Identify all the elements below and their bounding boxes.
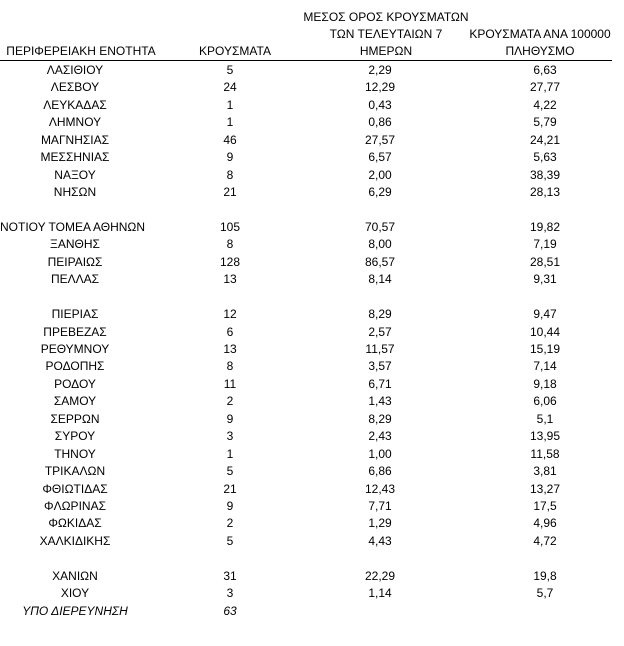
header-divider xyxy=(0,60,612,61)
region-name: ΣΥΡΟΥ xyxy=(54,429,96,444)
avg7-value: 1,14 xyxy=(368,586,392,601)
avg7-value: 4,43 xyxy=(368,533,392,548)
region-name: ΦΛΩΡΙΝΑΣ xyxy=(44,498,106,513)
table-row xyxy=(0,254,624,271)
header-avg7 xyxy=(300,9,472,60)
under-investigation-row xyxy=(0,603,624,620)
under-investigation-label: ΥΠΟ ΔΙΕΡΕΥΝΗΣΗ xyxy=(22,603,128,618)
table-row xyxy=(0,463,624,480)
region-name: ΧΑΝΙΩΝ xyxy=(52,568,98,583)
avg7-value: 2,43 xyxy=(368,429,392,444)
per100k-value: 7,19 xyxy=(533,237,557,252)
table-row xyxy=(0,568,624,585)
cases-value: 2 xyxy=(226,516,234,531)
table-row xyxy=(0,411,624,428)
cases-value: 13 xyxy=(223,272,237,287)
region-name: ΜΕΣΣΗΝΙΑΣ xyxy=(40,150,110,165)
per100k-value: 5,1 xyxy=(536,411,554,426)
table-row xyxy=(0,533,624,550)
header-per100k xyxy=(460,26,620,60)
per100k-value: 5,79 xyxy=(533,115,557,130)
avg7-value: 6,86 xyxy=(368,464,392,479)
cases-value: 24 xyxy=(223,80,237,95)
table-row xyxy=(0,358,624,375)
cases-value: 8 xyxy=(226,359,234,374)
header-avg7-line2: ΤΩΝ ΤΕΛΕΥΤΑΙΩΝ 7 xyxy=(329,27,443,41)
header-per100k-line2: ΠΛΗΘΥΣΜΟ xyxy=(505,44,575,58)
avg7-value: 70,57 xyxy=(364,219,396,234)
avg7-value: 8,14 xyxy=(368,272,392,287)
header-cases: ΚΡΟΥΣΜΑΤΑ xyxy=(199,44,271,58)
per100k-value: 28,51 xyxy=(529,254,561,269)
table-row xyxy=(0,184,624,201)
cases-value: 1 xyxy=(226,115,234,130)
per100k-value: 19,82 xyxy=(529,219,561,234)
cases-value: 3 xyxy=(226,429,234,444)
per100k-value: 15,19 xyxy=(529,342,561,356)
table-row xyxy=(0,324,624,341)
cases-value: 128 xyxy=(219,254,241,269)
per100k-value: 9,47 xyxy=(533,307,557,322)
region-name: ΠΕΛΛΑΣ xyxy=(50,272,100,287)
region-name: ΛΑΣΙΘΙΟΥ xyxy=(46,63,104,77)
header-per100k-line1: ΚΡΟΥΣΜΑΤΑ ΑΝΑ 100000 xyxy=(469,27,611,41)
avg7-value: 6,29 xyxy=(368,185,392,200)
cases-value: 6 xyxy=(226,324,234,339)
group-spacer xyxy=(0,550,624,567)
table-row xyxy=(0,341,624,358)
region-name: ΝΗΣΩΝ xyxy=(53,185,97,200)
per100k-value: 11,58 xyxy=(530,446,560,461)
table-row xyxy=(0,481,624,498)
avg7-value: 11,57 xyxy=(365,342,395,356)
table-row xyxy=(0,376,624,393)
avg7-value: 1,00 xyxy=(368,446,392,461)
table-row xyxy=(0,149,624,166)
cases-value: 5 xyxy=(226,464,234,479)
cases-value: 21 xyxy=(223,185,237,200)
cases-value: 11 xyxy=(223,376,237,391)
table-row xyxy=(0,446,624,463)
table-row xyxy=(0,515,624,532)
region-name: ΝΑΞΟΥ xyxy=(54,167,96,182)
region-name: ΧΑΛΚΙΔΙΚΗΣ xyxy=(39,533,111,548)
table-row xyxy=(0,428,624,445)
table-row xyxy=(0,97,624,114)
region-name: ΡΟΔΟΥ xyxy=(54,376,96,391)
per100k-value: 4,72 xyxy=(533,533,557,548)
group-spacer xyxy=(0,202,624,219)
region-name: ΤΡΙΚΑΛΩΝ xyxy=(44,464,106,479)
avg7-value: 8,29 xyxy=(368,411,392,426)
per100k-value: 3,81 xyxy=(533,464,557,479)
table-row xyxy=(0,132,624,149)
cases-value: 21 xyxy=(223,481,237,496)
per100k-value: 38,39 xyxy=(529,167,561,182)
table-row xyxy=(0,114,624,131)
region-name: ΠΡΕΒΕΖΑΣ xyxy=(43,324,107,339)
cases-value: 46 xyxy=(223,132,237,147)
table-row xyxy=(0,219,624,236)
cases-value: 5 xyxy=(226,63,234,77)
table-row xyxy=(0,79,624,96)
cases-value: 8 xyxy=(226,237,234,252)
per100k-value: 24,21 xyxy=(529,132,561,147)
avg7-value: 1,43 xyxy=(368,394,392,409)
table-row xyxy=(0,62,624,79)
per100k-value: 9,31 xyxy=(533,272,557,287)
avg7-value: 6,57 xyxy=(368,150,392,165)
region-name: ΧΙΟΥ xyxy=(60,586,90,601)
cases-value: 5 xyxy=(226,533,234,548)
region-name: ΣΑΜΟΥ xyxy=(53,394,97,409)
table-row xyxy=(0,585,624,602)
cases-value: 13 xyxy=(223,342,237,356)
region-name: ΦΩΚΙΔΑΣ xyxy=(48,516,102,531)
table-row xyxy=(0,393,624,410)
per100k-value: 17,5 xyxy=(533,498,557,513)
table-row xyxy=(0,306,624,323)
region-name: ΡΟΔΟΠΗΣ xyxy=(45,359,105,374)
avg7-value: 1,29 xyxy=(368,516,392,531)
region-name: ΛΕΥΚΑΔΑΣ xyxy=(43,97,107,112)
avg7-value: 12,29 xyxy=(364,80,396,95)
per100k-value: 4,96 xyxy=(533,516,557,531)
per100k-value: 5,7 xyxy=(536,586,554,601)
cases-value: 3 xyxy=(226,586,234,601)
cases-table xyxy=(0,62,624,620)
cases-value: 9 xyxy=(226,150,234,165)
header-avg7-line3: ΗΜΕΡΩΝ xyxy=(359,44,413,58)
under-investigation-cases: 63 xyxy=(223,603,237,618)
region-name: ΦΘΙΩΤΙΔΑΣ xyxy=(42,481,108,496)
region-name: ΛΕΣΒΟΥ xyxy=(50,80,100,95)
cases-value: 9 xyxy=(226,411,234,426)
per100k-value: 7,14 xyxy=(533,359,557,374)
avg7-value: 3,57 xyxy=(368,359,392,374)
cases-value: 31 xyxy=(223,568,237,583)
table-row xyxy=(0,167,624,184)
region-name: ΣΕΡΡΩΝ xyxy=(50,411,100,426)
avg7-value: 2,29 xyxy=(368,63,392,77)
avg7-value: 27,57 xyxy=(364,132,396,147)
avg7-value: 8,00 xyxy=(368,237,392,252)
avg7-value: 2,57 xyxy=(368,324,392,339)
per100k-value: 28,13 xyxy=(529,185,561,200)
table-row xyxy=(0,236,624,253)
per100k-value: 19,8 xyxy=(533,568,557,583)
per100k-value: 6,63 xyxy=(533,63,557,77)
avg7-value: 7,71 xyxy=(368,498,392,513)
region-name: ΠΙΕΡΙΑΣ xyxy=(51,307,99,322)
group-spacer xyxy=(0,289,624,306)
per100k-value: 10,44 xyxy=(529,324,561,339)
avg7-value: 0,86 xyxy=(368,115,392,130)
per100k-value: 6,06 xyxy=(533,394,557,409)
cases-value: 1 xyxy=(226,97,234,112)
cases-value: 1 xyxy=(226,446,234,461)
region-name: ΤΗΝΟΥ xyxy=(54,446,96,461)
region-name: ΛΗΜΝΟΥ xyxy=(48,115,102,130)
per100k-value: 5,63 xyxy=(533,150,557,165)
avg7-value: 86,57 xyxy=(364,254,396,269)
cases-value: 105 xyxy=(219,219,241,234)
avg7-value: 0,43 xyxy=(368,97,392,112)
per100k-value: 13,27 xyxy=(529,481,561,496)
cases-value: 8 xyxy=(226,167,234,182)
per100k-value: 4,22 xyxy=(533,97,557,112)
per100k-value: 9,18 xyxy=(533,376,557,391)
avg7-value: 6,71 xyxy=(368,376,392,391)
region-name: ΜΑΓΝΗΣΙΑΣ xyxy=(40,132,110,147)
per100k-value: 13,95 xyxy=(529,429,561,444)
header-region: ΠΕΡΙΦΕΡΕΙΑΚΗ ΕΝΟΤΗΤΑ xyxy=(6,44,156,58)
per100k-value: 27,77 xyxy=(529,80,561,95)
avg7-value: 22,29 xyxy=(364,568,396,583)
region-name: ΠΕΙΡΑΙΩΣ xyxy=(47,254,103,269)
region-name: ΝΟΤΙΟΥ ΤΟΜΕΑ ΑΘΗΝΩΝ xyxy=(0,219,146,234)
table-row xyxy=(0,271,624,288)
cases-value: 2 xyxy=(226,394,234,409)
table-row xyxy=(0,498,624,515)
avg7-value: 12,43 xyxy=(364,481,396,496)
cases-value: 12 xyxy=(223,307,237,322)
avg7-value: 8,29 xyxy=(368,307,392,322)
region-name: ΞΑΝΘΗΣ xyxy=(50,237,100,252)
avg7-value: 2,00 xyxy=(368,167,392,182)
region-name: ΡΕΘΥΜΝΟΥ xyxy=(40,342,110,356)
cases-value: 9 xyxy=(226,498,234,513)
header-avg7-line1: ΜΕΣΟΣ ΟΡΟΣ ΚΡΟΥΣΜΑΤΩΝ xyxy=(303,10,469,24)
